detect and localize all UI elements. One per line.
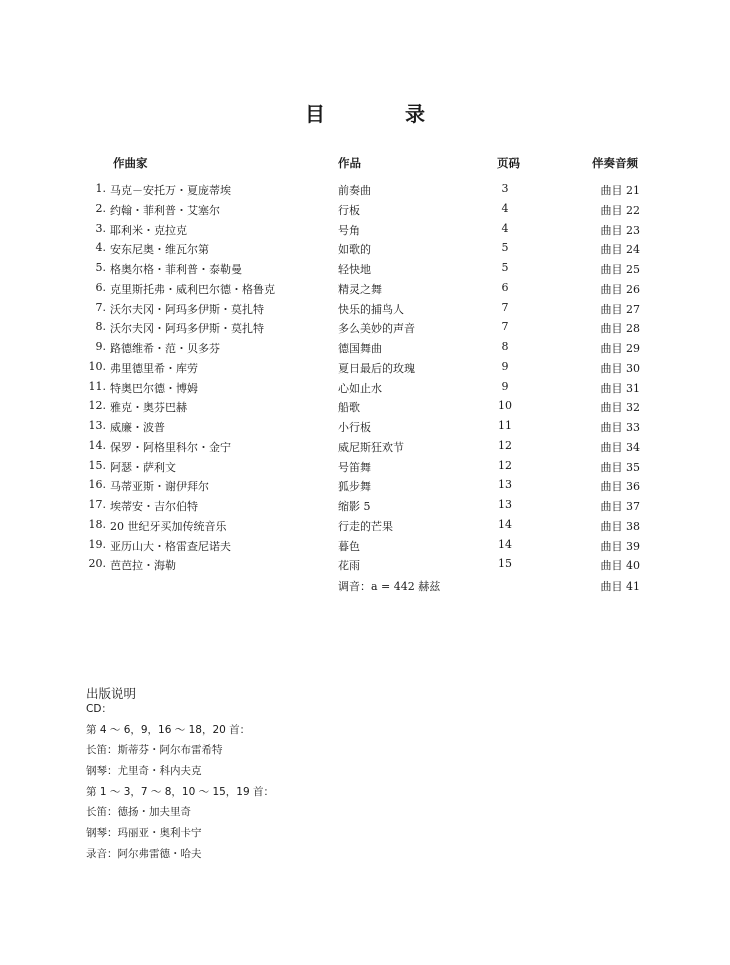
toc-row [0,259,730,279]
toc-work: 夏日最后的玫瑰 [338,361,415,375]
publication-line: 录音：阿尔弗雷德・哈夫 [86,847,202,860]
toc-composer: 克里斯托弗・威利巴尔德・格鲁克 [110,282,275,296]
toc-track: 曲目 37 [600,500,640,513]
toc-composer: 阿瑟・萨利文 [110,460,176,474]
toc-row [0,299,730,319]
toc-track: 曲目 27 [600,302,640,316]
toc-track: 曲目 30 [600,361,640,375]
toc-work: 狐步舞 [338,480,371,494]
toc-row [0,180,730,200]
toc-row [0,516,730,536]
toc-composer: 约翰・菲利普・艾塞尔 [110,203,220,217]
toc-work: 快乐的捕鸟人 [338,302,404,316]
publication-notes-title: 出版说明 [86,686,137,701]
toc-row [0,437,730,457]
toc-composer: 马克－安托万・夏庞蒂埃 [110,184,231,197]
toc-work: 船歌 [338,401,360,415]
toc-composer: 威廉・波普 [110,421,165,434]
toc-page: 13 [498,478,512,492]
toc-number: 19. [88,537,106,551]
toc-row [0,496,730,516]
toc-work: 行板 [338,203,360,217]
toc-track: 曲目 35 [600,460,640,474]
toc-composer: 雅克・奥芬巴赫 [110,401,187,415]
toc-track: 曲目 33 [600,421,640,434]
publication-line: 长笛：德扬・加夫里奇 [86,806,191,819]
toc-number: 12. [88,399,106,413]
toc-page: 14 [498,537,512,551]
tuning-note: 调音：a = 442 赫兹 [338,580,441,593]
toc-composer: 保罗・阿格里科尔・金宁 [110,440,231,454]
toc-page: 15 [498,557,512,571]
toc-work: 威尼斯狂欢节 [338,440,404,454]
toc-track: 曲目 25 [600,263,640,276]
toc-track: 曲目 40 [600,559,640,573]
toc-track: 曲目 36 [600,480,640,494]
toc-page: 11 [498,419,512,432]
toc-work: 行走的芒果 [338,519,393,533]
toc-number: 18. [88,517,106,531]
toc-number: 10. [88,359,106,373]
toc-row [0,220,730,240]
publication-line: 钢琴：玛丽亚・奥利卡宁 [86,827,202,840]
tuning-track: 曲目 41 [600,580,640,593]
toc-composer: 马蒂亚斯・谢伊拜尔 [110,480,209,494]
toc-track: 曲目 39 [600,539,640,553]
toc-row [0,318,730,338]
toc-work: 精灵之舞 [338,282,382,296]
toc-row [0,397,730,417]
toc-number: 16. [88,478,106,492]
header-track: 伴奏音频 [592,156,638,170]
toc-composer: 安东尼奥・维瓦尔第 [110,243,209,257]
toc-track: 曲目 21 [600,184,640,197]
toc-track: 曲目 28 [600,322,640,336]
toc-track: 曲目 26 [600,282,640,296]
publication-line: 第 4 ～ 6，9，16 ～ 18，20 首： [86,723,251,736]
toc-number: 17. [88,498,106,511]
toc-row [0,555,730,575]
toc-work: 花雨 [338,559,360,573]
toc-track: 曲目 24 [600,243,640,257]
toc-work: 如歌的 [338,243,371,257]
toc-row [0,239,730,259]
toc-number: 14. [88,438,106,452]
toc-number: 3. [95,221,106,235]
toc-work: 缩影 5 [338,500,371,513]
toc-row [0,279,730,299]
toc-track: 曲目 29 [600,342,640,355]
header-work: 作品 [338,156,361,170]
publication-line: 长笛：斯蒂芬・阿尔布雷希特 [86,744,223,757]
toc-work: 前奏曲 [338,184,371,197]
toc-work: 轻快地 [338,263,371,276]
toc-page: 7 [501,320,509,334]
header-composer: 作曲家 [113,156,148,170]
header-page: 页码 [497,156,520,170]
publication-line: 钢琴：尤里奇・科内夫克 [86,765,202,778]
toc-work: 号笛舞 [338,460,371,474]
toc-page: 9 [501,379,509,393]
toc-page: 8 [501,340,509,353]
toc-number: 13. [88,419,106,432]
toc-row [0,476,730,496]
toc-work: 号角 [338,223,360,237]
toc-page: 12 [498,458,512,472]
toc-number: 20. [88,557,106,571]
toc-number: 9. [95,340,106,353]
toc-page: 14 [498,517,512,531]
toc-composer: 耶利米・克拉克 [110,223,187,237]
toc-row [0,200,730,220]
page-title: 目 录 [305,102,455,126]
table-of-contents [0,180,730,575]
toc-work: 暮色 [338,539,360,553]
toc-number: 2. [95,201,106,215]
toc-work: 多么美妙的声音 [338,322,415,336]
toc-page: 5 [501,261,509,274]
toc-track: 曲目 32 [600,401,640,415]
toc-track: 曲目 38 [600,519,640,533]
toc-row [0,378,730,398]
toc-page: 5 [501,241,509,255]
toc-page: 3 [501,182,509,195]
toc-composer: 弗里德里希・库劳 [110,361,198,375]
publication-notes [86,700,274,866]
toc-track: 曲目 34 [600,440,640,454]
toc-composer: 特奥巴尔德・博姆 [110,381,198,395]
toc-number: 11. [88,379,106,393]
toc-track: 曲目 22 [600,203,640,217]
toc-number: 6. [95,280,106,294]
toc-page: 9 [501,359,509,373]
toc-composer: 沃尔夫冈・阿玛多伊斯・莫扎特 [110,322,264,336]
toc-page: 13 [498,498,512,511]
toc-composer: 路德维希・范・贝多芬 [110,342,220,355]
toc-page: 10 [498,399,512,413]
publication-line: 第 1 ～ 3，7 ～ 8，10 ～ 15，19 首： [86,785,275,798]
toc-composer: 20 世纪牙买加传统音乐 [110,519,227,533]
toc-number: 15. [88,458,106,472]
toc-track: 曲目 23 [600,223,640,237]
toc-number: 7. [95,300,106,314]
toc-composer: 格奥尔格・菲利普・泰勒曼 [110,263,242,276]
toc-row [0,536,730,556]
toc-number: 4. [95,241,106,255]
toc-row [0,457,730,477]
toc-row [0,338,730,358]
toc-page: 12 [498,438,512,452]
toc-page: 7 [501,300,509,314]
toc-work: 心如止水 [338,381,382,395]
toc-page: 4 [501,221,509,235]
toc-number: 5. [95,261,106,274]
toc-composer: 芭芭拉・海勒 [110,559,176,573]
publication-line: CD： [86,703,112,715]
toc-number: 1. [95,182,106,195]
toc-page: 6 [501,280,509,294]
toc-track: 曲目 31 [600,381,640,395]
toc-composer: 沃尔夫冈・阿玛多伊斯・莫扎特 [110,302,264,316]
toc-composer: 亚历山大・格雷查尼诺夫 [110,539,231,553]
toc-work: 小行板 [338,421,371,434]
toc-page: 4 [501,201,509,215]
toc-row [0,358,730,378]
toc-number: 8. [95,320,106,334]
toc-row [0,417,730,437]
toc-composer: 埃蒂安・吉尔伯特 [110,500,198,513]
toc-work: 德国舞曲 [338,342,382,355]
